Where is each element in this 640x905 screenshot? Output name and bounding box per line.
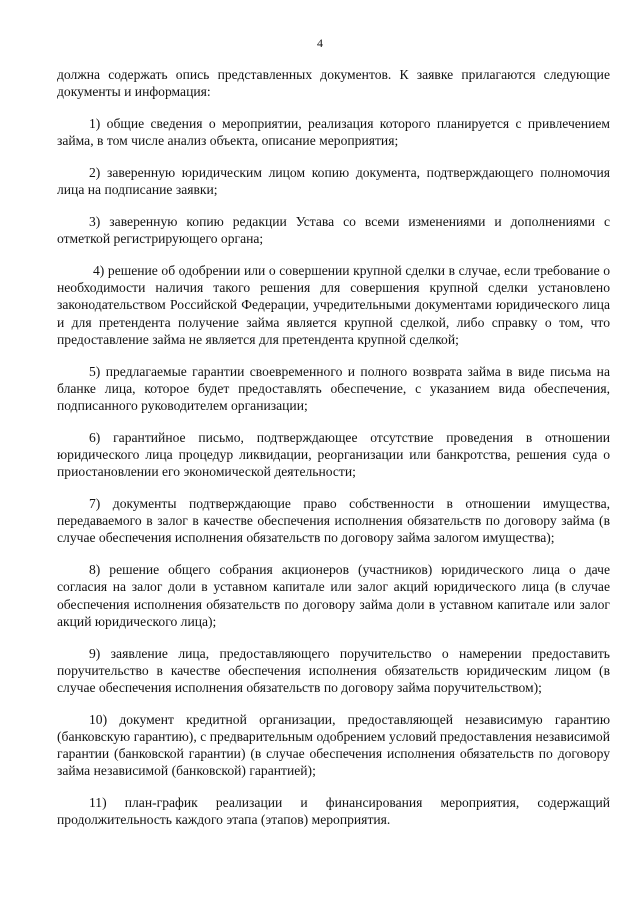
- list-item-11: 11) план-график реализации и финансирования мероприятия, содержащий продолжительность каждого этапа (этапов) мероприятия.: [57, 795, 610, 828]
- list-item-8: 8) решение общего собрания акционеров (участников) юридического лица о даче согласия на залог доли в уставном капитале или залог акций юридического лица (в случае обеспечения исполнения обязательств по договору займа доли в уставном капитале или залог акций юридического лица);: [57, 562, 610, 629]
- paragraph-intro: должна содержать опись представленных документов. К заявке прилагаются следующие документы и информация:: [57, 67, 610, 100]
- list-item-4: 4) решение об одобрении или о совершении крупной сделки в случае, если требование о необходимости наличия такого решения для совершения крупной сделки установлено законодательством Российской Федерации, учредительными документами юридического лица и для претендента получение займа является крупной сделкой, либо справку о том, что предоставление займа не является для претендента крупной сделкой;: [57, 263, 610, 347]
- list-item-7: 7) документы подтверждающие право собственности в отношении имущества, передаваемого в залог в качестве обеспечения исполнения обязательств по договору займа (в случае обеспечения исполнения обязательств по договору займа залогом имущества);: [57, 496, 610, 546]
- list-item-5: 5) предлагаемые гарантии своевременного и полного возврата займа в виде письма на бланке лица, которое будет предоставлять обеспечение, с указанием вида обеспечения, подписанного руководителем организации;: [57, 363, 610, 414]
- list-item-10: 10) документ кредитной организации, предоставляющей независимую гарантию (банковскую гарантию), с предварительным одобрением условий предоставления независимой гарантии (банковской гарантии) (в случае обеспечения исполнения обязательств по договору займа независимой (банковской) гарантией);: [57, 711, 610, 779]
- list-item-9: 9) заявление лица, предоставляющего поручительство о намерении предоставить поручительство в качестве обеспечения исполнения обязательств юридическим лицом (в случае обеспечения исполнения обязательств по договору займа поручительством);: [57, 645, 610, 696]
- document-body: [57, 66, 610, 843]
- list-item-1: 1) общие сведения о мероприятии, реализация которого планируется с привлечением займа, в том числе анализ объекта, описание мероприятия;: [57, 116, 610, 149]
- list-item-3: 3) заверенную копию редакции Устава со всеми изменениями и дополнениями с отметкой регистрирующего органа;: [57, 214, 610, 247]
- list-item-6: 6) гарантийное письмо, подтверждающее отсутствие проведения в отношении юридического лица процедур ликвидации, реорганизации или банкротства, решения суда о приостановлении его экономической деятельности;: [57, 429, 610, 480]
- page-number: 4: [317, 36, 323, 50]
- list-item-2: 2) заверенную юридическим лицом копию документа, подтверждающего полномочия лица на подписание заявки;: [57, 165, 610, 198]
